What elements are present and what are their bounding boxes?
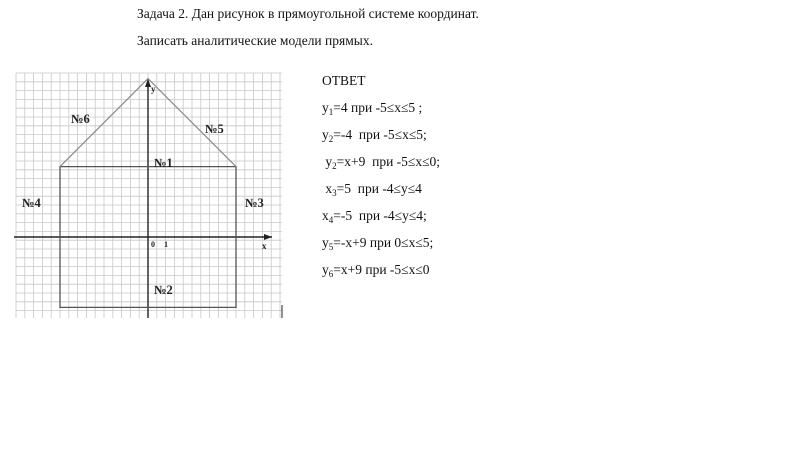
line-label-3: №3 [245, 196, 264, 210]
answer-equation: =x+9 при -5≤x≤0; [336, 154, 440, 169]
answer-subscript: 5 [328, 242, 334, 252]
line-label-6: №6 [71, 112, 90, 126]
answer-equation: =-5 при -4≤y≤4; [333, 208, 427, 223]
answer-variable: x [322, 208, 329, 223]
line-label-2: №2 [154, 283, 173, 297]
answer-line [322, 208, 427, 225]
grid [16, 73, 282, 318]
answer-subscript: 2 [332, 161, 337, 171]
answer-line [322, 262, 430, 279]
answer-line [322, 127, 427, 144]
answer-line [322, 181, 422, 198]
answer-equation: =5 при -4≤y≤4 [336, 181, 422, 196]
task-subtitle: Записать аналитические модели прямых. [137, 33, 373, 48]
answer-variable: y [322, 154, 333, 169]
answer-heading: ОТВЕТ [322, 73, 366, 88]
answer-variable: y [322, 262, 329, 277]
answer-variable: y [322, 235, 329, 250]
unit-label: 1 [164, 240, 168, 249]
x-axis-label: x [262, 241, 267, 251]
answer-line [322, 100, 422, 117]
origin-label: 0 [151, 240, 155, 249]
answer-variable: y [322, 100, 329, 115]
answer-subscript: 3 [332, 188, 337, 198]
axes [14, 79, 272, 318]
answer-equation: =-4 при -5≤x≤5; [333, 127, 427, 142]
answer-variable: x [322, 181, 333, 196]
y-axis-label: y [151, 84, 156, 94]
line-label-1: №1 [154, 156, 173, 170]
answer-equation: =x+9 при -5≤x≤0 [333, 262, 430, 277]
answer-variable: y [322, 127, 329, 142]
line-label-4: №4 [22, 196, 41, 210]
answer-line [322, 154, 440, 171]
line-label-5: №5 [205, 122, 224, 136]
answer-subscript: 2 [328, 134, 334, 144]
answer-equation: =-x+9 при 0≤x≤5; [333, 235, 434, 250]
figure-labels [22, 84, 267, 297]
task-title: Задача 2. Дан рисунок в прямоугольной системе координат. [137, 6, 479, 21]
coordinate-figure [0, 0, 300, 330]
answer-subscript: 1 [328, 107, 334, 117]
x-axis-arrow [264, 234, 272, 240]
answer-line [322, 235, 433, 252]
answer-subscript: 4 [328, 215, 334, 225]
answer-equation: =4 при -5≤x≤5 ; [333, 100, 423, 115]
answer-subscript: 6 [328, 269, 334, 279]
